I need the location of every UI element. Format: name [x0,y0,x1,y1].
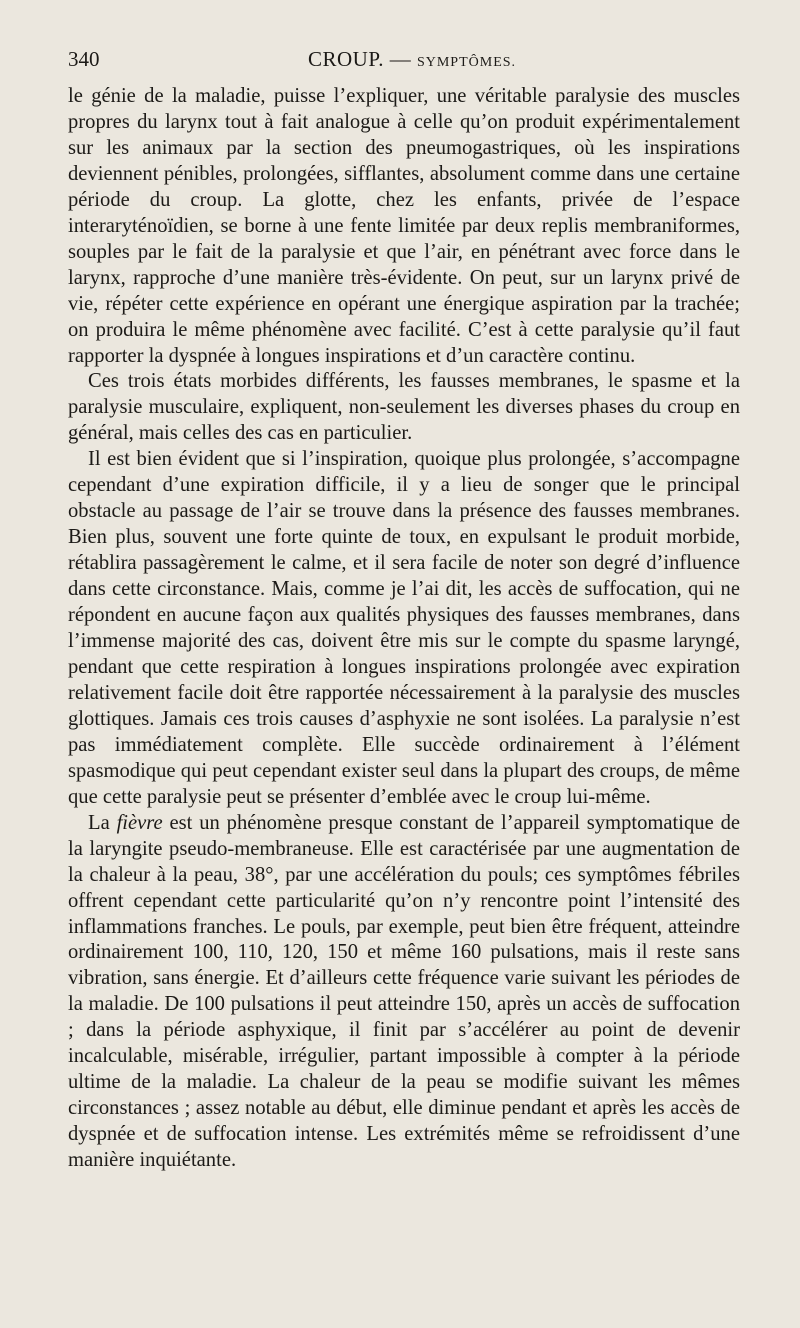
running-title [308,44,516,78]
paragraph-4-text: est un phénomène presque constant de l’appareil symptomatique de la laryngite pseudo-membraneuse. Elle est caractérisée par une augmentation de la chaleur à la peau, 38°, par une accélération du pouls; ces symptômes fébriles offrent cependant cette particularité qu’on n’y rencontre point l’intensité des inflammations franches. Le pouls, par exemple, peut bien être fréquent, atteindre ordinairement 100, 110, 120, 150 et même 160 pulsations, mais il reste sans vibration, sans énergie. Et d’ailleurs cette fréquence varie suivant les périodes de la maladie. De 100 pulsations il peut atteindre 150, après un accès de suffocation ; dans la période asphyxique, il finit par s’accélérer au point de devenir incalculable, misérable, irrégulier, partant impossible à compter à la période ultime de la maladie. La chaleur de la peau se modifie suivant les mêmes circonstances ; assez notable au début, elle diminue pendant et après les accès de dyspnée et de suffocation intense. Les extrémités même se refroidissent d’une manière inquiétante. [68,811,741,1172]
paragraph-4-emphasis: fièvre [116,811,163,834]
body-text [68,84,740,1174]
paragraph-1 [68,84,740,369]
paragraph-2-text: Ces trois états morbides différents, les fausses membranes, le spasme et la paralysie musculaire, expliquent, non-seulement les diverses phases du croup en général, mais celles des cas en particulier. [68,370,740,445]
paragraph-1-text: le génie de la maladie, puisse l’expliquer, une véritable paralysie des muscles propres du larynx tout à fait analogue à celle qu’on produit expérimentalement sur les animaux par la section des pneumogastriques, où les inspirations deviennent pénibles, prolongées, sifflantes, absolument comme dans une certaine période du croup. La glotte, chez les enfants, privée de l’espace interaryténoïdien, se borne à une fente limitée par deux replis membraniformes, souples par le fait de la paralysie et que l’air, en pénétrant avec force dans le larynx, rapproche d’une manière très-évidente. On peut, sur un larynx privé de vie, répéter cette expérience en opérant une énergique aspiration par la trachée; on produira le même phénomène avec facilité. C’est à cette paralysie qu’il faut rapporter la dyspnée à longues inspirations et d’un caractère continu. [68,85,740,367]
running-title-main: CROUP. [308,47,384,71]
running-header [68,44,740,74]
paragraph-4-lead: La [88,811,117,834]
paragraph-3 [68,447,740,810]
paragraph-4 [68,811,740,1174]
paragraph-3-text: Il est bien évident que si l’inspiration, quoique plus prolongée, s’accompagne cependant d’une expiration difficile, il y a lieu de songer que le principal obstacle au passage de l’air se trouve dans la présence des fausses membranes. Bien plus, souvent une forte quinte de toux, en expulsant le produit morbide, rétablira passagèrement le calme, et il sera facile de noter son degré d’influence dans cette circonstance. Mais, comme je l’ai dit, les accès de suffocation, qui ne répondent en aucune façon aux qualités physiques des fausses membranes, dans l’immense majorité des cas, doivent être mis sur le compte du spasme laryngé, pendant que cette respiration à longues inspirations prolongée avec expiration relativement facile doit être rapportée nécessairement à la paralysie des muscles glottiques. Jamais ces trois causes d’asphyxie ne sont isolées. La paralysie n’est pas immédiatement complète. Elle succède ordinairement à l’élément spasmodique qui peut cependant exister seul dans la plupart des croups, de même que cette paralysie peut se présenter d’emblée avec le croup lui-même. [68,448,740,808]
page-number: 340 [68,47,100,71]
paragraph-2 [68,369,740,447]
running-title-sub: SYMPTÔMES. [416,55,517,70]
running-title-separator: — [383,47,417,71]
